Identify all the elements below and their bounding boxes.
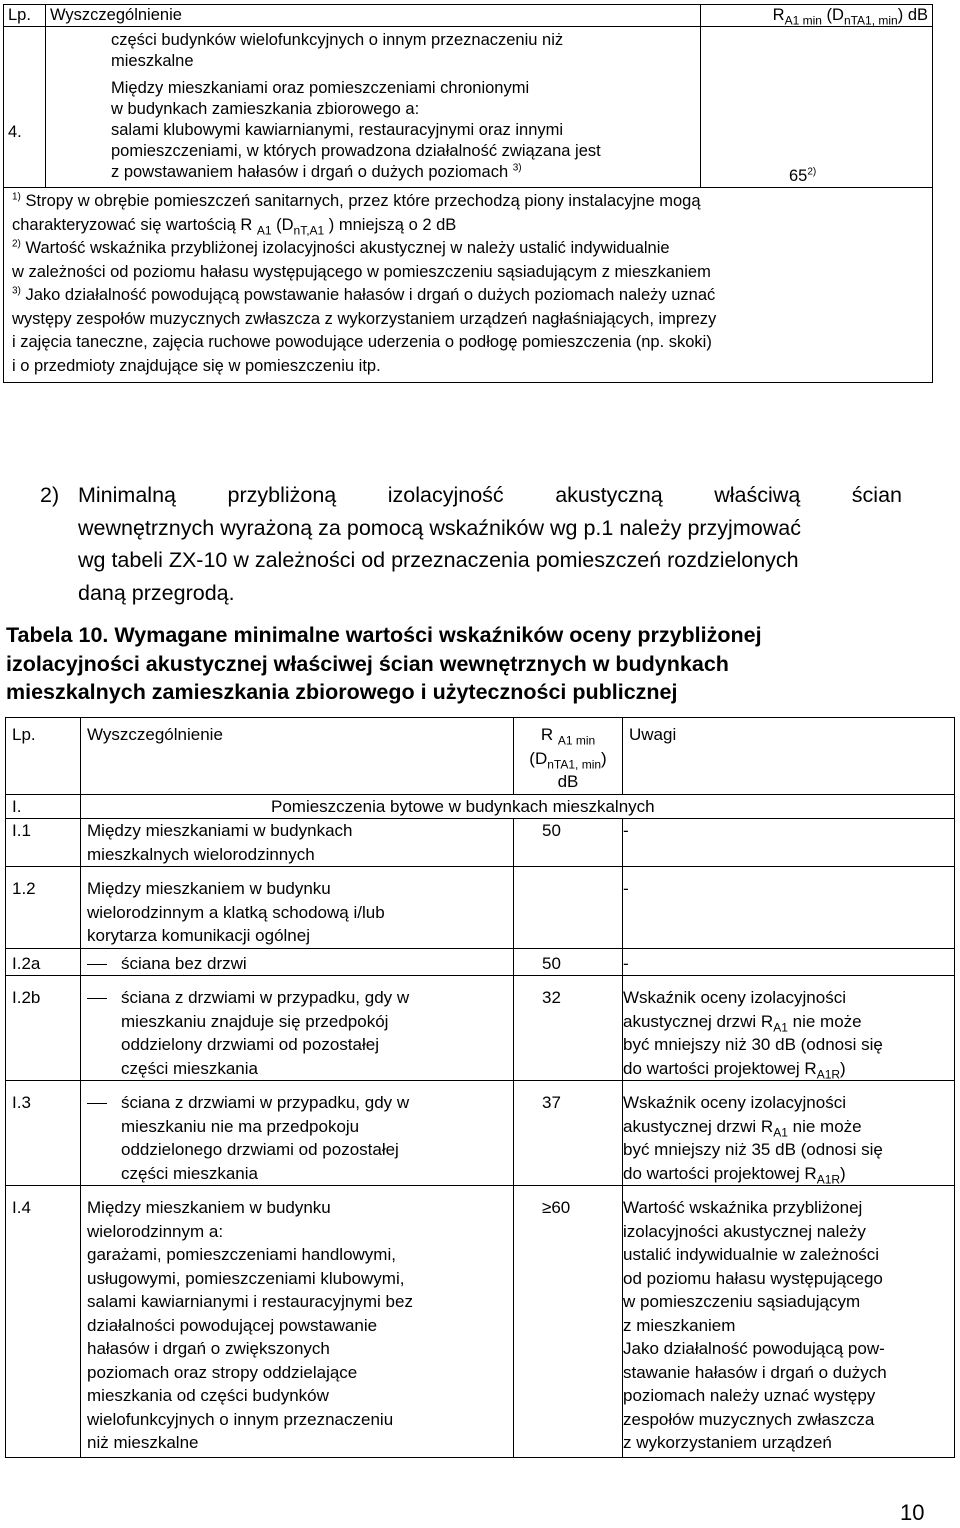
footnote-3-cont: występy zespołów muzycznych zwłaszcza z wykorzystaniem urządzeń nagłaśniających, imprezy — [12, 309, 717, 328]
table-top-row4 — [4, 27, 933, 188]
header-spec: Wyszczególnienie — [81, 718, 514, 795]
header-spec: Wyszczególnienie — [46, 5, 701, 27]
header-notes: Uwagi — [623, 718, 955, 795]
row4-num: 4. — [4, 27, 46, 188]
footnote-2-cont: w zależności od poziomu hałasu występującego w pomieszczeniu sąsiadującym z mieszkaniem — [12, 262, 711, 281]
row4-line: pomieszczeniami, w których prowadzona działalność związana jest — [111, 142, 601, 160]
table-caption: Tabela 10. Wymagane minimalne wartości wskaźników oceny przybliżonej izolacyjności akustycznej właściwej ścian wewnętrznych w budynkach mieszkalnych zamieszkania zbiorowego i użyteczności publicznej — [6, 623, 762, 704]
header-lp: Lp. — [6, 718, 81, 795]
header-r: R $_{A1 min}$ $(D_{nTA1, min})$ dB — [514, 718, 623, 795]
paragraph-line: daną przegrodą. — [78, 580, 235, 605]
continuation-line: części budynków wielofunkcyjnych o innym przeznaczeniu niż — [111, 31, 564, 49]
header-value: $R_{A1 min}$ $(D_{nTA1, min})$ dB — [701, 5, 933, 27]
section-lp: I. — [6, 794, 81, 819]
row4-spec — [46, 27, 701, 188]
table-top — [3, 4, 933, 383]
page-number: 10 — [900, 1500, 925, 1525]
footnote-3-cont: i o przedmioty znajdujące się w pomieszczeniu itp. — [12, 356, 381, 375]
table-row: I.1 Między mieszkaniami w budynkach mieszkalnych wielorodzinnych 50 - — [6, 819, 955, 867]
footnote-1: $^{1)}$ Stropy w obrębie pomieszczeń sanitarnych, przez które przechodzą piony instalacyjne mogą — [12, 191, 701, 210]
paragraph-line: wewnętrznych wyrażoną za pomocą wskaźników wg p.1 należy przyjmować — [78, 515, 801, 540]
table-row: I.2a ściana bez drzwi 50 - — [6, 948, 955, 976]
section-title: Pomieszczenia bytowe w budynkach mieszkalnych — [81, 794, 955, 819]
table-10-header — [6, 718, 955, 795]
dash-icon — [87, 998, 107, 999]
footnote-1-cont: charakteryzować się wartością R $_{A1}$ ($D_{nT,A1}$ ) mniejszą o 2 dB — [12, 215, 457, 237]
table-10 — [5, 717, 955, 1458]
row4-value: 65$^{2)}$ — [701, 27, 933, 188]
row4-line: salami klubowymi kawiarnianymi, restauracyjnymi oraz innymi — [111, 121, 564, 139]
footnote-3-cont: i zajęcia taneczne, zajęcia ruchowe powodujące uderzenia o podłogę pomieszczenia (np. skoki) — [12, 333, 712, 351]
dash-icon — [87, 1103, 107, 1104]
footnote-2: $^{2)}$ Wartość wskaźnika przybliżonej izolacyjności akustycznej w należy ustalić indywidualnie — [12, 238, 670, 257]
row4-line: z powstawaniem hałasów i drgań o dużych poziomach $^{3)}$ — [111, 162, 522, 181]
table-row: I.2b ściana z drzwiami w przypadku, gdy w mieszkaniu znajduje się przedpokój oddzielony drzwiami od pozostałej części mieszkania 32 Wskaźnik oceny izolacyjności akustycznej drzwi $R_{A1}$ nie może być mniejszy niż 30 dB (odnosi się do wartości projektowej $R_{A1R}$) — [6, 976, 955, 1081]
continuation-line: mieszkalne — [111, 52, 194, 70]
dash-icon — [87, 964, 107, 965]
header-lp: Lp. — [4, 5, 46, 27]
caption-label: Tabela 10. — [6, 623, 109, 647]
paragraph-line: Minimalną przybliżoną izolacyjność akustyczną właściwą ścian — [78, 483, 902, 507]
row4-line: Między mieszkaniami oraz pomieszczeniami chronionymi — [111, 79, 530, 97]
table-row: I.3 ściana z drzwiami w przypadku, gdy w mieszkaniu nie ma przedpokoju oddzielonego drzwiami od pozostałej części mieszkania 37 Wskaźnik oceny izolacyjności akustycznej drzwi $R_{A1}$ nie może być mniejszy niż 35 dB (odnosi się do wartości projektowej $R_{A1R}$) — [6, 1081, 955, 1186]
paragraph-2 — [40, 479, 902, 609]
table-row: I.4 Między mieszkaniem w budynku wielorodzinnym a: garażami, pomieszczeniami handlowymi, usługowymi, pomieszczeniami klubowymi, salami kawiarnianymi i restauracyjnymi bez działalności powodującej powstawanie hałasów i drgań o zwiększonych poziomach oraz stropy oddzielające mieszkania od części budynków wielofunkcyjnych o innym przeznaczeniu niż mieszkalne ≥60 Wartość wskaźnika przybliżonej izolacyjności akustycznej należy ustalić indywidualnie w zależności od poziomu hałasu występującego w pomieszczeniu sąsiadującym z mieszkaniem Jako działalność powodującą pow- stawanie hałasów i drgań o dużych poziomach należy uznać występy zespołów muzycznych zwłaszcza z wykorzystaniem urządzeń — [6, 1186, 955, 1458]
table-row: 1.2 Między mieszkaniem w budynku wielorodzinnym a klatką schodową i/lub korytarza komunikacji ogólnej - — [6, 867, 955, 949]
footnote-3: $^{3)}$ Jako działalność powodującą powstawanie hałasów i drgań o dużych poziomach należy uznać — [12, 285, 716, 304]
paragraph-line: wg tabeli ZX-10 w zależności od przeznaczenia pomieszczeń rozdzielonych — [78, 548, 799, 572]
paragraph-number: 2) — [40, 483, 60, 507]
table-top-header — [4, 5, 933, 27]
table-top-footnotes — [4, 188, 933, 383]
row4-line: w budynkach zamieszkania zbiorowego a: — [111, 100, 420, 118]
section-row — [6, 794, 955, 819]
